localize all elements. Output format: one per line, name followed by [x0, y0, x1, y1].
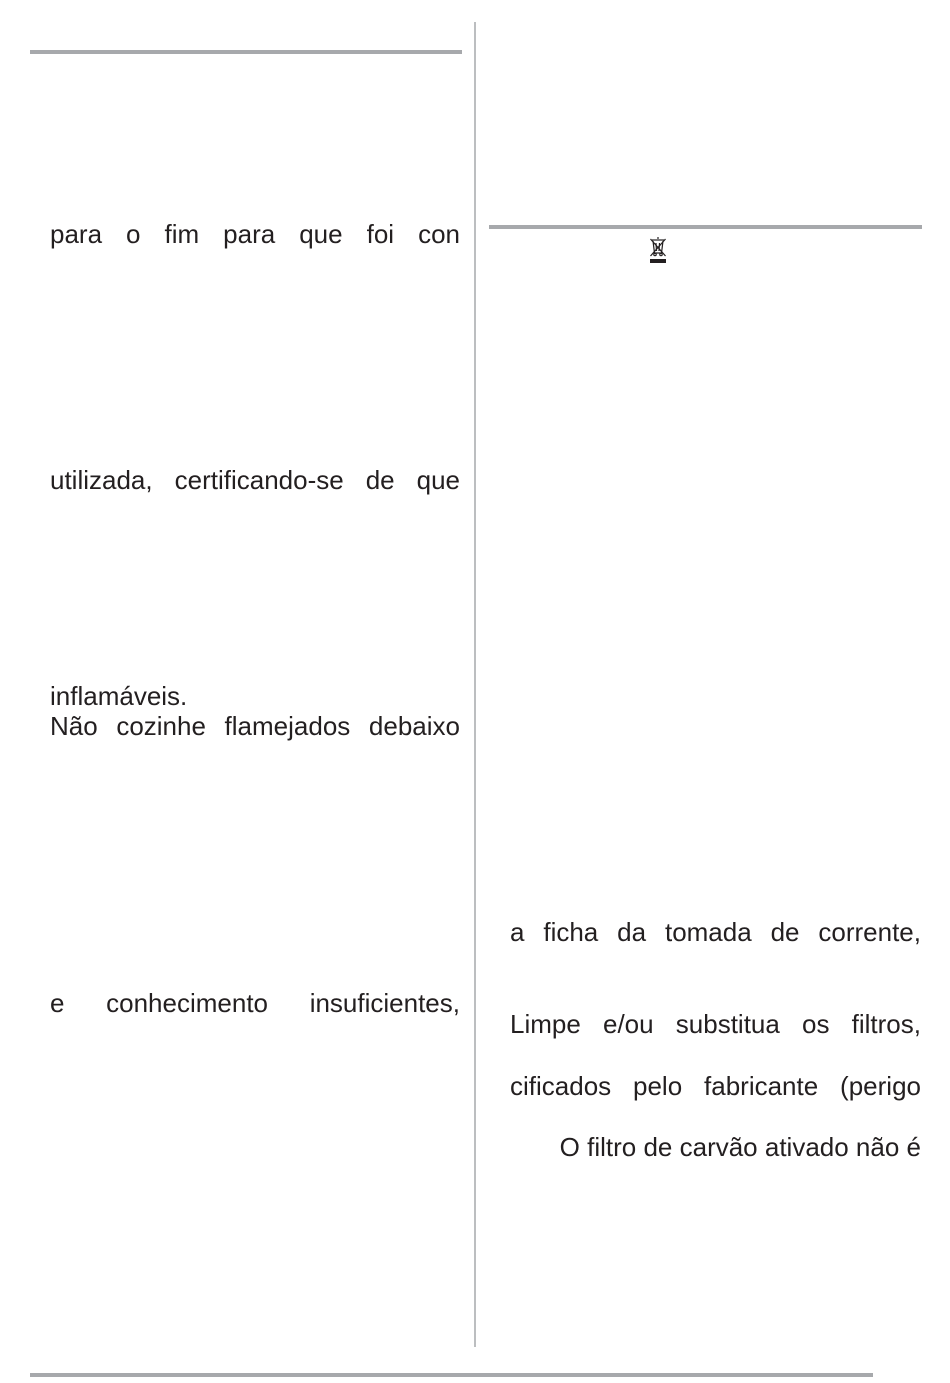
left-text-line-4: Não cozinhe flamejados debaixo — [50, 711, 460, 741]
right-column-section-rule — [489, 225, 922, 229]
left-text-line-1: para o fim para que foi con — [50, 219, 460, 249]
right-text-line-4: O filtro de carvão ativado não é — [559, 1132, 921, 1162]
crossed-out-wheelie-bin-icon — [648, 236, 668, 266]
left-text-line-3: inflamáveis. — [50, 681, 188, 711]
right-text-line-1: a ficha da tomada de corrente, — [510, 917, 921, 947]
right-text-line-2: Limpe e/ou substitua os filtros, — [510, 1009, 921, 1039]
column-divider — [474, 22, 476, 1347]
left-text-line-5: e conhecimento insuficientes, — [50, 988, 460, 1018]
left-text-line-2: utilizada, certificando-se de que — [50, 465, 460, 495]
left-column-top-rule — [30, 50, 462, 54]
page-bottom-rule — [30, 1373, 873, 1377]
right-text-line-3: cificados pelo fabricante (perigo — [510, 1071, 921, 1101]
